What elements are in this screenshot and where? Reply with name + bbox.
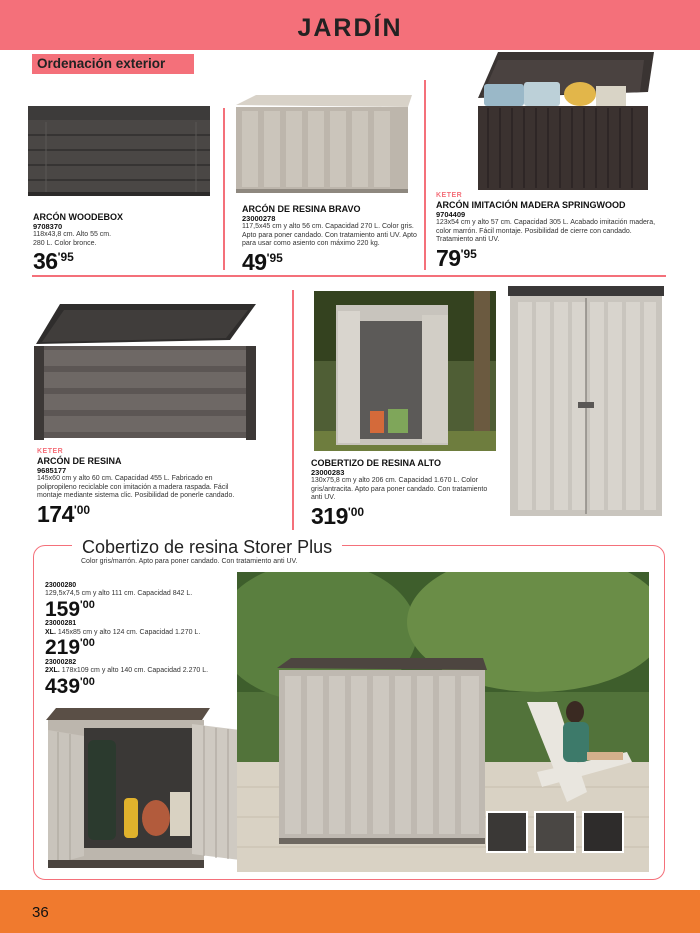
- variant-code: 23000280: [45, 582, 77, 589]
- variant-price: 219' $^{00}$: [45, 637, 95, 658]
- product-desc: 130x75,8 cm y alto 206 cm. Capacidad 1.670 L. Color gris/antracita. Apto para poner candado. Con tratamiento anti UV.: [311, 477, 488, 501]
- product-brand: KETER: [37, 448, 64, 455]
- storer-subtitle: Color gris/marrón. Apto para poner candado. Con tratamiento anti UV.: [81, 558, 298, 565]
- divider: [424, 80, 426, 270]
- product-name: COBERTIZO DE RESINA ALTO: [311, 458, 442, 468]
- divider: [292, 290, 294, 530]
- product-woodebox: [33, 212, 213, 273]
- woodebox-image: [26, 100, 214, 200]
- variant-desc: 2XL. 178x109 cm y alto 140 cm. Capacidad 2.270 L.: [45, 667, 209, 674]
- tall-shed-image: [506, 284, 666, 520]
- variant-code: 23000282: [45, 659, 77, 666]
- variant-desc: XL. 145x85 cm y alto 124 cm. Capacidad 1.270 L.: [45, 629, 201, 636]
- page-title: JARDÍN: [297, 14, 403, 42]
- product-name: ARCÓN DE RESINA: [37, 456, 122, 466]
- product-keter-resin-chest: [37, 447, 237, 526]
- variant-price: 439' $^{00}$: [45, 676, 95, 697]
- product-price: 174' $^{00}$: [37, 503, 237, 526]
- divider: [223, 108, 225, 270]
- variant-price: 159' $^{00}$: [45, 599, 95, 620]
- page-number: 36: [32, 904, 49, 921]
- springwood-chest-image: [468, 48, 658, 196]
- product-name: ARCÓN WOODEBOX: [33, 212, 123, 222]
- section-label: Ordenación exterior: [32, 54, 194, 74]
- product-price: 79' $^{95}$: [436, 247, 661, 270]
- resin-chest-image: [30, 300, 260, 442]
- product-price: 49' $^{95}$: [242, 251, 417, 274]
- variant-desc: 129,5x74,5 cm y alto 111 cm. Capacidad 842 L.: [45, 590, 193, 597]
- footer-band: [0, 890, 700, 933]
- product-name: ARCÓN IMITACIÓN MADERA SPRINGWOOD: [436, 200, 626, 210]
- product-desc: 123x54 cm y alto 57 cm. Capacidad 305 L. Acabado imitación madera, color marrón. Fácil montaje. Posibilidad de cierre con candado. Tratamiento anti UV.: [436, 219, 656, 243]
- storer-garden-photo: [237, 572, 649, 872]
- product-desc: 117,5x45 cm y alto 56 cm. Capacidad 270 L. Color gris. Apto para poner candado. Con tratamiento anti UV. Apto para usar como asiento con máximo 220 kg.: [242, 223, 417, 247]
- divider: [32, 275, 666, 277]
- product-code: 9685177: [37, 466, 67, 475]
- product-springwood: [436, 191, 661, 270]
- storer-title-wrap: [72, 537, 342, 557]
- product-desc: 118x43,8 cm. Alto 55 cm. 280 L. Color bronce.: [33, 231, 112, 247]
- product-price: 36' $^{95}$: [33, 250, 213, 273]
- product-code: 23000278: [242, 214, 276, 223]
- product-brand: KETER: [436, 192, 463, 199]
- storer-open-image: [44, 706, 260, 872]
- storer-title: Cobertizo de resina Storer Plus: [82, 537, 333, 557]
- variant-code: 23000281: [45, 620, 77, 627]
- product-name: ARCÓN DE RESINA BRAVO: [242, 204, 361, 214]
- bravo-chest-image: [232, 93, 414, 197]
- product-bravo: [242, 204, 417, 274]
- product-tall-shed: [311, 458, 491, 528]
- product-code: 9704409: [436, 210, 466, 219]
- tall-shed-garden-photo: [314, 291, 496, 451]
- product-desc: 145x60 cm y alto 60 cm. Capacidad 455 L. Fabricado en polipropileno reciclable con imitación a madera raspada. Fácil montaje mediante sistema clic. Posibilidad de ponerle candado.: [37, 475, 235, 499]
- product-code: 9708370: [33, 222, 63, 231]
- product-code: 23000283: [311, 468, 345, 477]
- product-price: 319' $^{00}$: [311, 505, 491, 528]
